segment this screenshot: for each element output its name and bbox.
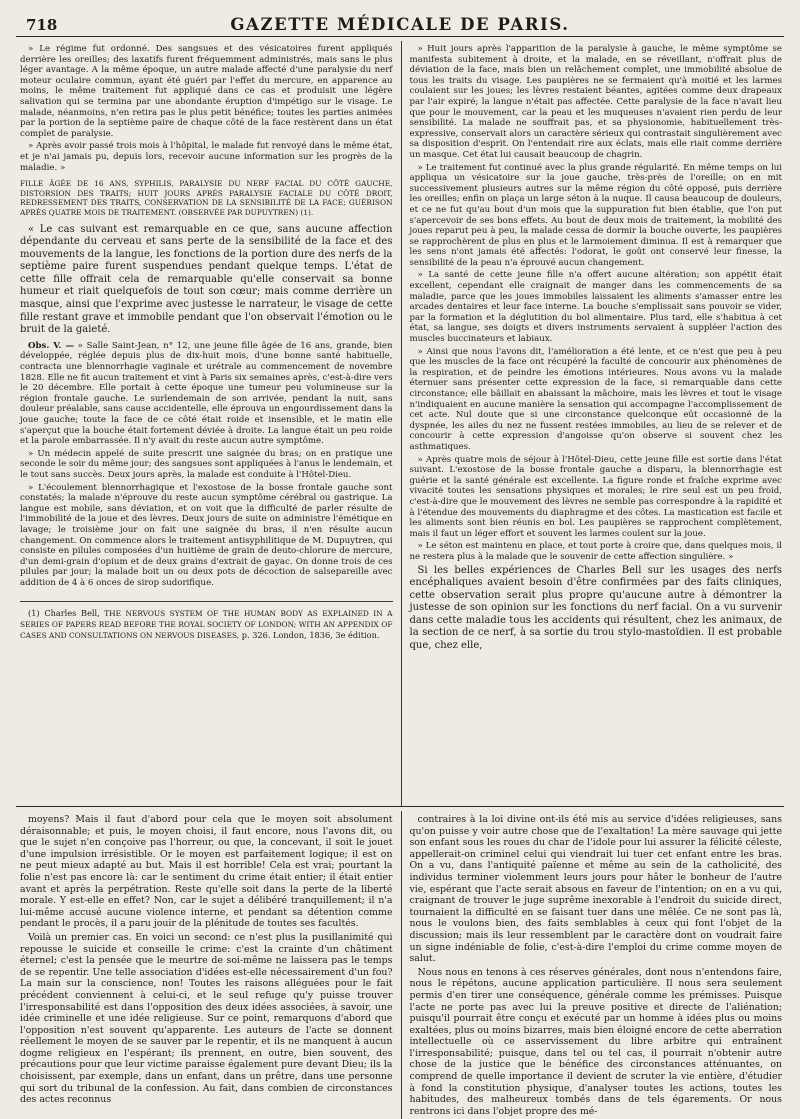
paragraph: moyens? Mais il faut d'abord pour cela que le moyen soit absolument déraisonnable; et puis, le moyen choisi, il faut encore, nous l'avons dit, ou que le sujet n'en conçoive pas l'horreur, ou que, la concevant, il soit le jouet d'une impulsion irrésistible. Or le moyen est parfaitement logique; il est on ne peut mieux adapté au but. Mais il est horrible! Cela est vrai; pourtant la folie n'est pas encore là: car le sentiment du crime était entier; il était entier avant et après la perpétration. Reste qu'elle soit dans la perte de la liberté morale. Y est-elle en effet? Non, car le sujet a délibéré tranquillement; il n'a lui-même accusé aucune violence interne, et pendant sa détention comme pendant le procès, il a paru jouir de la plénitude de toutes ses facultés.	[20, 814, 393, 930]
paragraph: » Le séton est maintenu en place, et tout porte à croire que, dans quelques mois, il ne restera plus à la malade que le souvenir de cette affection singulière. »	[409, 541, 782, 562]
page-header	[16, 14, 784, 37]
lead-paragraph: « Le cas suivant est remarquable en ce que, sans aucune affection dépendante du cerveau et sans perte de la sensibilité de la face et des mouvements de la langue, les fonctions de la portion dure des nerfs de la septième paire furent suspendues pendant quelque temps. L'état de cette fille offrait cela de remarquable qu'elle conservait sa bonne humeur et riait quelquefois de tout son cœur; mais comme derrière un masque, ainsi que l'exprime avec justesse le narrateur, le visage de cette fille restant grave et immobile pendant que l'on observait l'émotion ou le bruit de la gaieté.	[20, 223, 393, 336]
paragraph: » Le régime fut ordonné. Des sangsues et des vésicatoires furent appliqués derrière les oreilles; des laxatifs furent fréquemment administrés, mais sans le plus léger avantage. A la même époque, un autre malade affecté d'une paralysie du nerf moteur oculaire commun, ayant été guéri par l'effet du mercure, en apparence au moins, le même traitement fut appliqué dans ce cas et produisit une légère salivation qui se termina par une abondante éruption d'impétigo sur le visage. Le malade, néanmoins, n'en retira pas le plus petit bénéfice; toutes les parties animées par la portion de la septième paire de chaque côté de la face restèrent dans un état complet de paralysie.	[20, 44, 393, 139]
paragraph: contraires à la loi divine ont-ils été mis au service d'idées religieuses, sans qu'on puisse y voir autre chose que de l'exaltation! La mère sauvage qui jette son enfant sous les roues du char de l'idole pour lui assurer la félicité céleste, appellerait-on criminel celui qui viendrait lui tuer cet enfant entre les bras. On a vu, dans l'antiquité païenne et même au sein de la catholicité, des individus terminer violemment leurs jours pour hâter le bonheur de l'autre vie, espérant que l'acte serait absous en faveur de l'intention; on en a vu qui, craignant de trouver le juge suprême inexorable à l'endroit du suicide direct, tournaient la difficulté en se faisant tuer dans une mêlée. Ce ne sont pas là, nous le voulons bien, des faits semblables à ceux qui font l'objet de la discussion; mais ils leur ressemblent par le caractère dont on voudrait faire un signe indéniable de folie, c'est-à-dire l'emploi du crime comme moyen de salut.	[409, 814, 782, 965]
bottom-right-column	[402, 811, 785, 1119]
top-section	[16, 41, 784, 807]
paragraph: » Huit jours après l'apparition de la paralysie à gauche, le même symptôme se manifesta subitement à droite, et la malade, en se réveillant, n'offrait plus de déviation de la face, mais bien un relâchement complet, une immobilité absolue de tous les traits du visage. Les paupières ne se fermaient qu'à moitié et les larmes coulaient sur les joues; les lèvres restaient béantes, agitées comme deux drapeaux par l'air expiré; la langue n'était pas affectée. Cette paralysie de la face n'avait lieu que pour le mouvement, car la peau et les muqueuses n'avaient rien perdu de leur sensibilité. La malade ne souffrait pas, et sa physionomie, habituellement très-expressive, conservait alors un caractère sérieux qui contrastait singulièrement avec sa disposition d'esprit. On l'entendait rire aux éclats, mais elle riait comme derrière un masque. Cet état lui causait beaucoup de chagrin.	[409, 44, 782, 160]
footnote-mark: (1) Charles Bell,	[28, 607, 100, 618]
footnote-divider	[20, 601, 393, 602]
paragraph: » Le traitement fut continué avec la plus grande régularité. En même temps on lui appliqua un vésicatoire sur la joue gauche, très-près de l'oreille; on en mit successivement plusieurs autres sur la même région du côté opposé, puis derrière les oreilles; enfin on plaça un large séton à la nuque. Il causa beaucoup de douleurs, et ce ne fut qu'au bout d'un mois que la suppuration fut bien établie, que l'on put s'apercevoir de ses bons effets. Au bout de deux mois de traitement, la mobilité des joues reparut peu à peu, la malade cessa de dormir la bouche ouverte, les paupières se rapprochèrent de plus en plus et le larmoiement diminua. Il est à remarquer que les sens n'ont jamais été affectés: l'odorat, le goût ont conservé leur finesse, la sensibilité de la peau n'a éprouvé aucun changement.	[409, 162, 782, 268]
top-right-column	[402, 41, 785, 806]
journal-title: GAZETTE MÉDICALE DE PARIS.	[230, 15, 570, 34]
paragraph: » La santé de cette jeune fille n'a offert aucune altération; son appétit était excellent, cependant elle craignait de manger dans les commencements de sa maladie, parce que les joues immobiles laissaient les aliments s'amasser entre les arcades dentaires et leur face interne. La bouche s'emplissait sans pouvoir se vider, par la formation et la déglutition du bol alimentaire. Plus tard, elle s'habitua à cet état, sa langue, ses doigts et divers instruments servaient à suppléer l'action des muscles buccinateurs et labiaux.	[409, 270, 782, 345]
paragraph: » Après avoir passé trois mois à l'hôpital, le malade fut renvoyé dans le même état, et je n'ai jamais pu, depuis lors, recevoir aucune information sur les progrès de la maladie. »	[20, 141, 393, 173]
paragraph: » Un médecin appelé de suite prescrit une saignée du bras; on en pratique une seconde le soir du même jour; des sangsues sont appliquées à l'anus le lendemain, et le tout sans succès. Deux jours après, la malade est conduite à l'Hôtel-Dieu.	[20, 448, 393, 480]
bottom-section	[16, 811, 784, 1119]
top-left-column	[16, 41, 402, 806]
paragraph: Voilà un premier cas. En voici un second: ce n'est plus la pusillanimité qui repousse le suicide et conseille le crime: c'est la crainte d'un châtiment éternel; c'est la pensée que le meurtre de soi-même ne laissera pas le temps de se repentir. Une telle association d'idées est-elle nécessairement d'un fou? La main sur la conscience, non! Toutes les raisons alléguées pour le fait précédent conviennent à celui-ci, et le seul refuge qu'y puisse trouver l'irresponsabilité est dans l'opposition des deux idées associées, à savoir, une idée criminelle et une idée religieuse. Sur ce point, remarquons d'abord que l'opposition n'est souvent qu'apparente. Les auteurs de l'acte se donnent réellement le moyen de se sauver par le repentir, et ils ne manquent à aucun dogme religieux en l'espérant; ils prennent, en outre, bien souvent, des précautions pour que leur victime paraisse également pure devant Dieu; ils la choisissent, par exemple, dans un enfant, dans un prêtre, dans une personne qui sort du tribunal de la confession. Au fait, dans combien de circonstances des actes reconnus	[20, 931, 393, 1106]
page-number: 718	[26, 16, 58, 34]
commentary-paragraph: Si les belles expériences de Charles Bell sur les usages des nerfs encéphaliques avaient besoin d'être confirmées par des faits cliniques, cette observation serait plus propre qu'aucune autre à démontrer la justesse de son opinion sur les fonctions du nerf facial. On a vu survenir dans cette maladie tous les accidents qui résultent, chez les animaux, de la section de ce nerf, à sa sortie du trou stylo-mastoïdien. Il est probable que, chez elle,	[409, 564, 782, 652]
observation-text: » Salle Saint-Jean, n° 12, une jeune fille âgée de 16 ans, grande, bien développée, réglée depuis plus de dix-huit mois, d'une bonne santé habituelle, contracta une blennorrhagie vaginale et urétrale au commencement de novembre 1828. Elle ne fit aucun traitement et vint à Paris six semaines après, c'est-à-dire vers le 20 décembre. Elle portait à cette époque une tumeur peu volumineuse sur la région frontale gauche. Le surlendemain de son arrivée, pendant la nuit, sans douleur préalable, sans cause accidentelle, elle éprouva un engourdissement dans la joue gauche; toute la face de ce côté était roide et insensible, et le matin elle s'aperçut que la bouche était fortement déviée à droite. La langue était un peu roide et la parole embarrassée. Il n'y avait du reste aucun autre symptôme.	[20, 340, 393, 447]
observation-paragraph	[20, 341, 393, 447]
case-heading: FILLE ÂGÉE DE 16 ANS, SYPHILIS, PARALYSIE DU NERF FACIAL DU CÔTÉ GAUCHE, DISTORSION DES TRAITS; HUIT JOURS APRÈS PARALYSIE FACIALE DU CÔTÉ DROIT, REDRESSEMENT DES TRAITS, CONSERVATION DE LA SENSIBILITÉ DE LA FACE; GUÉRISON APRÈS QUATRE MOIS DE TRAITEMENT. (OBSERVÉE PAR DUPUYTREN) (1).	[20, 179, 393, 217]
footnote-title: THE NERVOUS SYSTEM OF THE HUMAN BODY AS EXPLAINED IN A SERIES OF PAPERS READ BEFORE THE ROYAL SOCIETY OF LONDON; WITH AN APPENDIX OF CASES AND CONSULTATIONS ON NERVOUS DISEASES,	[20, 608, 393, 641]
paragraph: » L'écoulement blennorrhagique et l'exostose de la bosse frontale gauche sont constatés; la malade n'éprouve du reste aucun symptôme cérébral ou gastrique. La langue est mobile, sans déviation, et on voit que la difficulté de parler résulte de l'immobilité de la joue et des lèvres. Deux jours de suite on administre l'émétique en lavage; le troisième jour on fait une saignée du bras, il n'en résulte aucun changement. On commence alors le traitement antisyphilitique de M. Dupuytren, qui consiste en pilules composées d'un huitième de grain de deuto-chlorure de mercure, d'un demi-grain d'opium et de deux grains d'extrait de gayac. On donne trois de ces pilules par jour; la malade boit un ou deux pots de décoction de salsepareille avec addition de 4 à 6 onces de sirop sudorifique.	[20, 482, 393, 588]
bottom-left-column	[16, 811, 402, 1119]
observation-label: Obs. V. —	[28, 340, 74, 351]
paragraph: Nous nous en tenons à ces réserves générales, dont nous n'entendons faire, nous le répétons, aucune application particulière. Il nous sera seulement permis d'en tirer une conséquence, générale comme les prémisses. Puisque l'acte ne porte pas avec lui la preuve positive et directe de l'aliénation; puisqu'il pourrait être conçu et exécuté par un homme à idées plus ou moins exaltées, plus ou moins bizarres, mais bien éloigné encore de cette aberration intellectuelle où ce asservissement du libre arbitre qui entraînent l'irresponsabilité; puisque, dans tel ou tel cas, il pourrait n'obtenir autre chose de la justice que le bénéfice des circonstances atténuantes, on comprend de quelle importance il devient de scruter la vie entière, d'étudier à fond la constitution physique, d'analyser toutes les actions, toutes les habitudes, des malheureux tombés dans de tels égarements. Or nous rentrons ici dans l'objet propre des mé-	[409, 966, 782, 1117]
paragraph: » Après quatre mois de séjour à l'Hôtel-Dieu, cette jeune fille est sortie dans l'état suivant. L'exostose de la bosse frontale gauche a disparu, la blennorrhagie est guérie et la santé générale est excellente. La figure ronde et fraîche exprime avec vivacité toutes les sensations physiques et morales; le rire seul est un peu froid, c'est-à-dire que le mouvement des lèvres ne semble pas correspondre à la rapidité et à l'étendue des mouvements du diaphragme et des côtes. La mastication est facile et les aliments sont bien réunis en bol. Les paupières se rapprochent complètement, mais il faut un léger effort et souvent les larmes coulent sur la joue.	[409, 454, 782, 539]
footnote-tail: p. 326. London, 1836, 3e édition.	[239, 630, 380, 641]
paragraph: » Ainsi que nous l'avons dit, l'amélioration a été lente, et ce n'est que peu à peu que les muscles de la face ont récupéré la faculté de concourir aux phénomènes de la respiration, et de peindre les émotions intérieures. Nous avons vu la malade éternuer sans présenter cette expression de la face, si remarquable dans cette circonstance; elle bâillait en abaissant la mâchoire, mais les lèvres et tout le visage n'indiquaient en aucune manière la sensation qui accompagne l'accomplissement de cet acte. Nul doute que si une circonstance quelconque eût occasionné de la dyspnée, les ailes du nez ne fussent restées immobiles, au lieu de se relever et de concourir à cette expression d'angoisse qu'on observe si souvent chez les asthmatiques.	[409, 346, 782, 452]
footnote	[20, 608, 393, 642]
